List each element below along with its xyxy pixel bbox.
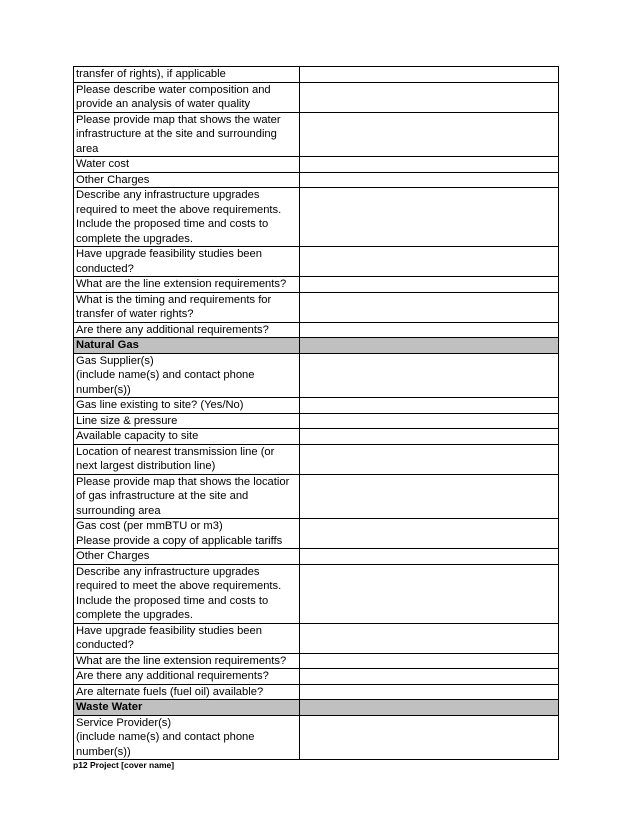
table-row [74, 623, 559, 653]
table-row [74, 684, 559, 700]
table-row [74, 157, 559, 173]
table-row [74, 413, 559, 429]
question-cell [74, 669, 300, 685]
cell-text-line: provide an analysis of water quality [76, 98, 251, 110]
question-cell [74, 247, 300, 277]
question-cell [74, 67, 300, 83]
table-row [74, 669, 559, 685]
table-row [74, 292, 559, 322]
table-row [74, 444, 559, 474]
table-row [74, 247, 559, 277]
section-fill-cell [300, 700, 559, 716]
cell-text-line: What are the line extension requirements? [76, 278, 287, 290]
cell-text-line: (include name(s) and contact phone [76, 369, 255, 381]
requirements-table [73, 66, 559, 760]
section-header-row [74, 338, 559, 354]
answer-cell[interactable] [300, 684, 559, 700]
cell-text-line: (include name(s) and contact phone [76, 731, 255, 743]
answer-cell[interactable] [300, 398, 559, 414]
cell-text-line: of gas infrastructure at the site and [76, 490, 249, 502]
cell-text-line: Service Provider(s) [76, 716, 172, 729]
cell-text-line: Please provide a copy of applicable tariffs [76, 534, 283, 547]
cell-text-line: complete the upgrades. [76, 609, 193, 621]
cell-text-line: Please provide map that shows the water [76, 113, 281, 126]
cell-text-line: Include the proposed time and costs to [76, 594, 269, 607]
table-row [74, 67, 559, 83]
cell-text-line: conducted? [76, 639, 134, 651]
table-row [74, 322, 559, 338]
cell-text-line: Have upgrade feasibility studies been [76, 624, 262, 637]
table-row [74, 715, 559, 760]
cell-text-line: Gas line existing to site? (Yes/No) [76, 399, 244, 411]
answer-cell[interactable] [300, 112, 559, 157]
section-title [74, 700, 300, 716]
table-row [74, 277, 559, 293]
answer-cell[interactable] [300, 353, 559, 398]
question-cell [74, 549, 300, 565]
question-cell [74, 292, 300, 322]
question-cell [74, 398, 300, 414]
question-cell [74, 519, 300, 549]
answer-cell[interactable] [300, 292, 559, 322]
cell-text-line: Have upgrade feasibility studies been [76, 248, 262, 260]
question-cell [74, 444, 300, 474]
cell-text-line: Other Charges [76, 550, 150, 562]
requirements-table-body [74, 67, 559, 760]
question-cell [74, 82, 300, 112]
cell-text-line: Describe any infrastructure upgrades [76, 565, 260, 578]
cell-text-line: Location of nearest transmission line (or [76, 445, 275, 458]
table-row [74, 82, 559, 112]
table-row [74, 549, 559, 565]
answer-cell[interactable] [300, 247, 559, 277]
cell-text-line: Line size & pressure [76, 414, 178, 427]
question-cell [74, 564, 300, 623]
question-cell [74, 157, 300, 173]
answer-cell[interactable] [300, 322, 559, 338]
cell-text-line: Other Charges [76, 173, 150, 186]
question-cell [74, 322, 300, 338]
cell-text-line: Gas cost (per mmBTU or m3) [76, 520, 223, 532]
question-cell [74, 413, 300, 429]
cell-text-line: Are alternate fuels (fuel oil) available? [76, 685, 264, 698]
cell-text-line: Please describe water composition and [76, 83, 271, 96]
cell-text-line: surrounding area [76, 504, 161, 517]
answer-cell[interactable] [300, 429, 559, 445]
answer-cell[interactable] [300, 519, 559, 549]
section-title [74, 338, 300, 354]
question-cell [74, 172, 300, 188]
answer-cell[interactable] [300, 549, 559, 565]
cell-text-line: Include the proposed time and costs to [76, 218, 269, 230]
answer-cell[interactable] [300, 564, 559, 623]
answer-cell[interactable] [300, 474, 559, 519]
cell-text-line: required to meet the above requirements. [76, 203, 282, 216]
cell-text-line: infrastructure at the site and surrounding [76, 128, 277, 140]
answer-cell[interactable] [300, 623, 559, 653]
cell-text-line: What is the timing and requirements for [76, 293, 272, 306]
answer-cell[interactable] [300, 277, 559, 293]
cell-text-line: area [76, 142, 99, 155]
cell-text-line: Water cost [76, 158, 130, 170]
page-footer: p12 Project [cover name] [73, 760, 175, 770]
cell-text-line: Describe any infrastructure upgrades [76, 189, 260, 201]
answer-cell[interactable] [300, 172, 559, 188]
cell-text-line: Are there any additional requirements? [76, 323, 269, 336]
table-row [74, 353, 559, 398]
table-row [74, 653, 559, 669]
cell-text-line: complete the upgrades. [76, 232, 193, 245]
table-row [74, 398, 559, 414]
answer-cell[interactable] [300, 157, 559, 173]
cell-text-line: Natural Gas [76, 339, 139, 351]
answer-cell[interactable] [300, 67, 559, 83]
section-fill-cell [300, 338, 559, 354]
question-cell [74, 112, 300, 157]
cell-text-line: What are the line extension requirements? [76, 654, 287, 667]
table-row [74, 474, 559, 519]
cell-text-line: next largest distribution line) [76, 460, 216, 472]
answer-cell[interactable] [300, 669, 559, 685]
cell-text-line: Available capacity to site [76, 430, 199, 442]
question-cell [74, 188, 300, 247]
answer-cell[interactable] [300, 413, 559, 429]
cell-text-line: Please provide map that shows the locatior [76, 475, 290, 488]
table-row [74, 172, 559, 188]
answer-cell[interactable] [300, 653, 559, 669]
question-cell [74, 715, 300, 760]
table-row [74, 188, 559, 247]
question-cell [74, 474, 300, 519]
question-cell [74, 653, 300, 669]
cell-text-line: conducted? [76, 262, 134, 275]
question-cell [74, 623, 300, 653]
table-row [74, 564, 559, 623]
answer-cell[interactable] [300, 715, 559, 760]
cell-text-line: Are there any additional requirements? [76, 670, 269, 682]
question-cell [74, 353, 300, 398]
table-row [74, 519, 559, 549]
question-cell [74, 429, 300, 445]
question-cell [74, 684, 300, 700]
section-header-row [74, 700, 559, 716]
table-row [74, 429, 559, 445]
answer-cell[interactable] [300, 188, 559, 247]
cell-text-line: number(s)) [76, 383, 131, 396]
cell-text-line: number(s)) [76, 745, 131, 758]
question-cell [74, 277, 300, 293]
cell-text-line: Gas Supplier(s) [76, 354, 154, 367]
answer-cell[interactable] [300, 444, 559, 474]
cell-text-line: transfer of rights), if applicable [76, 68, 226, 80]
answer-cell[interactable] [300, 82, 559, 112]
cell-text-line: Waste Water [76, 701, 143, 713]
cell-text-line: transfer of water rights? [76, 308, 194, 320]
table-row [74, 112, 559, 157]
cell-text-line: required to meet the above requirements. [76, 580, 282, 592]
